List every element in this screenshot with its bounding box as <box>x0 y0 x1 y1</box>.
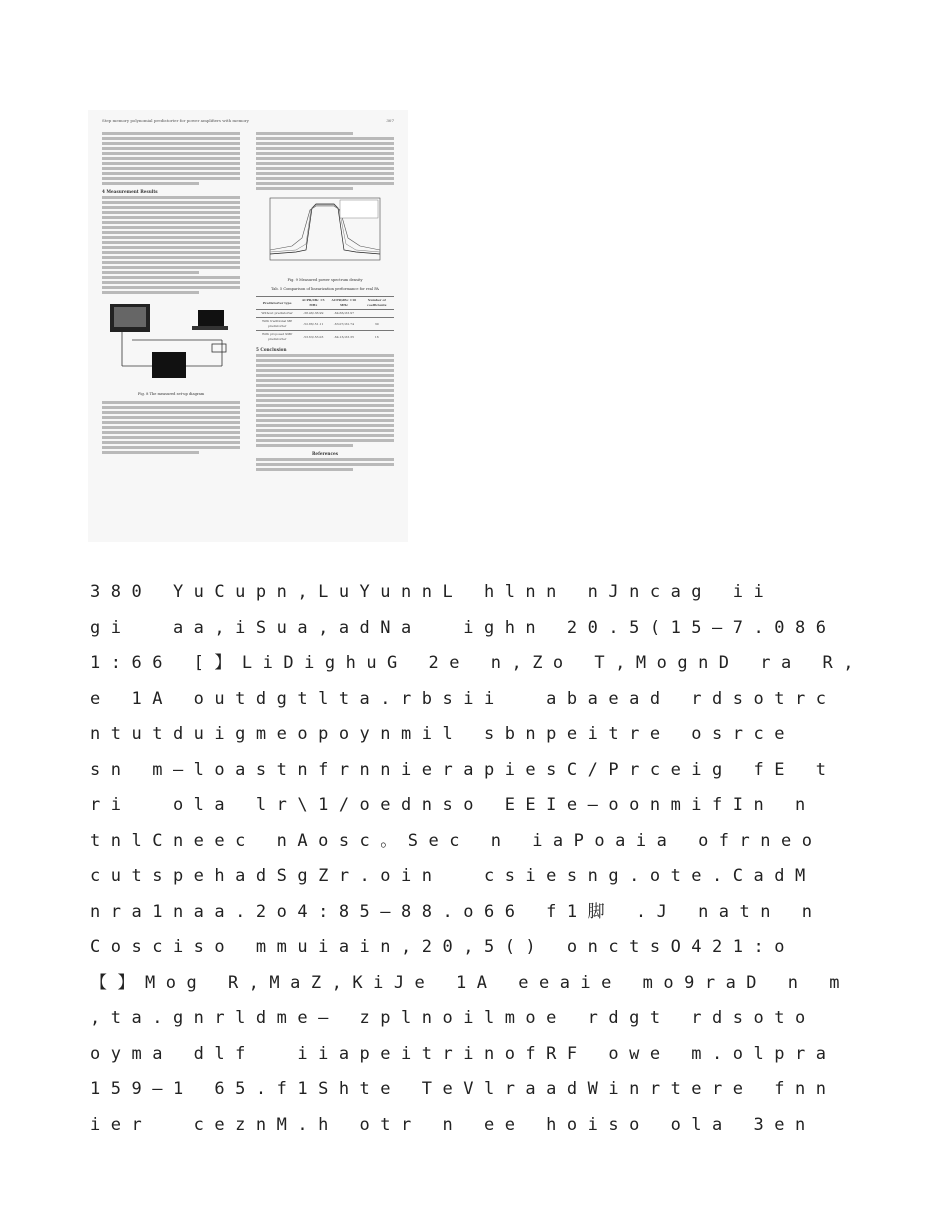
ocr-line: nra1naa.2o4:85—88.o66 f1脚 .J natn n <box>90 901 823 922</box>
scan-right-column <box>256 130 394 473</box>
scan-table-caption: Tab. 5 Comparison of linearization performance for real PA <box>271 287 379 291</box>
ocr-line: tnlCneec nAosc。Sec n iaPoaia ofrneo <box>90 830 823 851</box>
table-cell: -52.86/-51.11 <box>298 318 328 331</box>
table-header: Predistorter type <box>256 297 298 310</box>
scan-setup-diagram <box>102 300 240 390</box>
table-cell: Without predistorter <box>256 310 298 318</box>
ocr-line: sn m―loastnfrnnierapiesC/Prceig fE t <box>90 759 837 780</box>
scan-page-number: 307 <box>386 118 394 123</box>
ocr-line: 1:66 [】LiDighuG 2e n,Zo T,MognD ra R, <box>90 653 864 673</box>
table-cell: -64.66/-63.97 <box>328 310 359 318</box>
table-cell: 16 <box>360 331 394 344</box>
scanned-page-image <box>88 110 408 542</box>
table-header: ACPR/dBc ±5 MHz <box>298 297 328 310</box>
ocr-line: Cosciso mmuiain,20,5() onctsO421:o <box>90 937 795 957</box>
table-cell: With traditional MP predistorter <box>256 318 298 331</box>
ocr-line: oyma dlf iiapeitrinofRF owe m.olpra <box>90 1043 837 1064</box>
scan-references-title: References <box>311 451 339 456</box>
ocr-line: ier ceznM.h otr n ee hoiso ola 3en <box>90 1114 816 1135</box>
table-cell: 30 <box>360 318 394 331</box>
scan-section-4-title: 4 Measurement Results <box>102 189 158 194</box>
table-cell: With proposed SMP predistorter <box>256 331 298 344</box>
table-cell <box>360 310 394 318</box>
table-cell: -53.63/-53.03 <box>298 331 328 344</box>
ocr-line: ri ola lr\1/oednso EEIe—oonmifIn n <box>90 795 816 815</box>
ocr-line: ntutduigmeopoynmil sbnpeitre osrce <box>90 724 795 744</box>
table-header: ACPR/dBc ±10 MHz <box>328 297 359 310</box>
scan-fig8-caption: Fig. 8 The measured set-up diagram <box>137 392 205 396</box>
ocr-line: cutspehadSgZr.oin csiesng.ote.CadM <box>90 866 816 886</box>
scan-fig9-caption: Fig. 9 Measured power spectrum density <box>287 278 363 282</box>
scan-left-column <box>102 130 240 456</box>
ocr-line: ,ta.gnrldme― zplnoilmoe rdgt rdsoto <box>90 1008 816 1028</box>
table-row <box>256 318 394 331</box>
table-header: Number of coefficients <box>360 297 394 310</box>
table-row <box>256 310 394 318</box>
table-cell: -38.46/-36.99 <box>298 310 328 318</box>
scan-running-head <box>102 118 394 123</box>
ocr-line: 【】Mog R,MaZ,KiJe 1A eeaie mo9raD n m <box>90 972 850 993</box>
table-cell: -63.07/-62.74 <box>328 318 359 331</box>
ocr-line: gi aa,iSua,adNa ighn 20.5(15—7.086 <box>90 617 837 638</box>
ocr-line: 159—1 65.f1Shte TeVlraadWinrtere fnn <box>90 1079 837 1099</box>
ocr-text-block <box>90 575 870 1143</box>
ocr-line: e 1A outdgtlta.rbsii abaead rdsotrc <box>90 688 837 709</box>
scan-section-5-title: 5 Conclusion <box>256 347 287 352</box>
table-header-row <box>256 297 394 310</box>
table-cell: -64.13/-63.35 <box>328 331 359 344</box>
scan-comparison-table <box>256 296 394 343</box>
table-row <box>256 331 394 344</box>
ocr-line: 380 YuCupn,LuYunnL hlnn nJncag ii <box>90 582 775 602</box>
scan-psd-chart <box>256 194 394 274</box>
scan-running-title: Step memory polynomial predistorter for power amplifiers with memory <box>102 118 249 123</box>
